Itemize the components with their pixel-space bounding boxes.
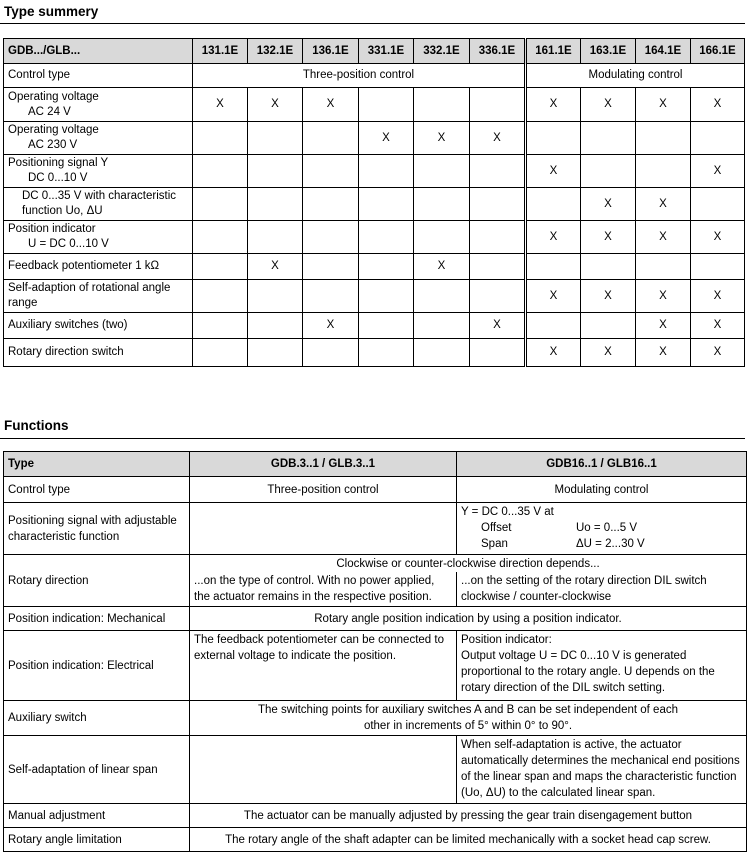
model-mark-cell — [193, 254, 248, 280]
model-mark-cell — [526, 188, 581, 221]
model-mark-cell — [526, 254, 581, 280]
model-mark-cell — [636, 122, 691, 155]
row-auxiliary — [4, 701, 747, 736]
span-key: Span — [481, 538, 508, 550]
model-mark-cell — [581, 313, 636, 339]
control-modulating: Modulating control — [526, 64, 745, 88]
summary-row-label — [4, 88, 193, 122]
model-mark-cell — [359, 221, 414, 254]
model-mark-cell: X — [691, 88, 745, 122]
row-label-line1: Operating voltage — [8, 124, 99, 136]
positioning-col2 — [457, 503, 747, 555]
model-mark-cell: X — [581, 221, 636, 254]
model-mark-cell — [359, 313, 414, 339]
model-mark-cell: X — [303, 88, 359, 122]
model-mark-cell: X — [636, 221, 691, 254]
row-control-type — [4, 477, 747, 503]
auxiliary-text: The switching points for auxiliary switches A and B can be set independent of each other in increments of 5° within 0° to 90°. — [190, 701, 747, 736]
row-label-line1: Operating voltage — [8, 90, 99, 103]
rotary-col2: ...on the setting of the rotary direction DIL switch clockwise / counter-clockwise — [457, 572, 747, 607]
functions-table — [3, 451, 747, 852]
control-type-col1: Three-position control — [190, 477, 457, 503]
row-label-line2: DC 0...10 V — [28, 172, 88, 184]
electrical-col2-title: Position indicator: — [461, 634, 552, 646]
model-mark-cell: X — [636, 88, 691, 122]
model-mark-cell: X — [636, 280, 691, 313]
summary-row-label — [4, 280, 193, 313]
model-mark-cell: X — [470, 313, 526, 339]
model-mark-cell — [470, 339, 526, 367]
rotary-col1: ...on the type of control. With no power applied, the actuator remains in the respective position. — [190, 572, 457, 607]
summary-rule — [0, 23, 745, 24]
manual-text: The actuator can be manually adjusted by pressing the gear train disengagement button — [190, 804, 747, 828]
model-mark-cell — [303, 280, 359, 313]
model-header: 132.1E — [248, 39, 303, 64]
model-mark-cell — [470, 155, 526, 188]
model-header: 166.1E — [691, 39, 745, 64]
model-mark-cell — [414, 155, 470, 188]
model-mark-cell: X — [636, 339, 691, 367]
model-mark-cell — [303, 221, 359, 254]
model-header: 164.1E — [636, 39, 691, 64]
row-label-line1: Position indicator — [8, 223, 96, 235]
model-mark-cell — [248, 313, 303, 339]
row-rotary-direction-top — [4, 555, 747, 573]
summary-row — [4, 254, 745, 280]
row-limitation — [4, 828, 747, 852]
summary-row-label — [4, 254, 193, 280]
model-header: 331.1E — [359, 39, 414, 64]
summary-row-label — [4, 313, 193, 339]
model-mark-cell — [193, 280, 248, 313]
model-mark-cell: X — [193, 88, 248, 122]
positioning-label: Positioning signal with adjustable characteristic function — [4, 503, 190, 555]
model-mark-cell — [248, 280, 303, 313]
summary-row-label — [4, 155, 193, 188]
electrical-col2-text: Output voltage U = DC 0...10 V is generated proportional to the rotary angle. U depends on the rotary direction of the DIL switch setting. — [461, 650, 715, 694]
summary-row — [4, 155, 745, 188]
model-mark-cell: X — [303, 313, 359, 339]
summary-row — [4, 88, 745, 122]
control-type-label: Control type — [4, 64, 193, 88]
model-mark-cell: X — [636, 313, 691, 339]
model-mark-cell: X — [581, 88, 636, 122]
row-label-line1: DC 0...35 V with characteristic — [22, 190, 177, 202]
positioning-line1: Y = DC 0...35 V at — [461, 506, 554, 518]
model-header: 336.1E — [470, 39, 526, 64]
row-label-line2: AC 230 V — [28, 139, 78, 151]
model-mark-cell — [193, 221, 248, 254]
functions-header-row — [4, 452, 747, 477]
model-mark-cell — [303, 122, 359, 155]
summary-row — [4, 313, 745, 339]
summary-row — [4, 188, 745, 221]
model-header: 131.1E — [193, 39, 248, 64]
row-label-line2: function Uo, ΔU — [22, 205, 103, 217]
offset-key: Offset — [481, 522, 512, 534]
model-header: 136.1E — [303, 39, 359, 64]
model-mark-cell — [359, 254, 414, 280]
model-mark-cell — [470, 280, 526, 313]
model-mark-cell — [193, 188, 248, 221]
model-mark-cell — [636, 254, 691, 280]
model-mark-cell — [193, 313, 248, 339]
model-mark-cell — [414, 339, 470, 367]
row-label-line1: Rotary direction switch — [8, 346, 124, 358]
model-mark-cell: X — [470, 122, 526, 155]
rotary-label: Rotary direction — [4, 555, 190, 607]
model-mark-cell — [414, 188, 470, 221]
manual-label: Manual adjustment — [4, 804, 190, 828]
model-mark-cell — [248, 221, 303, 254]
model-mark-cell — [248, 122, 303, 155]
positioning-col1 — [190, 503, 457, 555]
model-mark-cell: X — [581, 188, 636, 221]
model-mark-cell — [303, 254, 359, 280]
model-mark-cell — [414, 88, 470, 122]
model-header: 161.1E — [526, 39, 581, 64]
header-type: Type — [4, 452, 190, 477]
control-type-col2: Modulating control — [457, 477, 747, 503]
summary-control-type-row — [4, 64, 745, 88]
model-mark-cell — [193, 339, 248, 367]
model-mark-cell — [691, 254, 745, 280]
model-mark-cell: X — [691, 280, 745, 313]
model-mark-cell — [414, 313, 470, 339]
summary-row — [4, 339, 745, 367]
model-mark-cell: X — [581, 339, 636, 367]
model-mark-cell — [248, 339, 303, 367]
model-mark-cell: X — [526, 280, 581, 313]
header-col1: GDB.3..1 / GLB.3..1 — [190, 452, 457, 477]
model-mark-cell: X — [414, 122, 470, 155]
summary-title: Type summery — [4, 4, 99, 19]
summary-row — [4, 280, 745, 313]
electrical-col2 — [457, 631, 747, 701]
model-mark-cell — [581, 122, 636, 155]
model-mark-cell — [303, 339, 359, 367]
summary-row-label — [4, 339, 193, 367]
model-mark-cell: X — [526, 88, 581, 122]
model-mark-cell: X — [414, 254, 470, 280]
row-electrical — [4, 631, 747, 701]
model-mark-cell: X — [691, 221, 745, 254]
rotary-common: Clockwise or counter-clockwise direction depends... — [190, 555, 747, 573]
model-mark-cell — [470, 88, 526, 122]
model-mark-cell — [193, 122, 248, 155]
model-mark-cell — [359, 188, 414, 221]
control-three-position: Three-position control — [193, 64, 526, 88]
row-label-line2: U = DC 0...10 V — [28, 238, 109, 250]
model-mark-cell — [303, 155, 359, 188]
model-mark-cell — [303, 188, 359, 221]
model-mark-cell — [359, 339, 414, 367]
row-mechanical — [4, 607, 747, 631]
row-manual — [4, 804, 747, 828]
summary-header-label: GDB.../GLB... — [4, 39, 193, 64]
linear-label: Self-adaptation of linear span — [4, 736, 190, 804]
model-mark-cell: X — [526, 155, 581, 188]
model-mark-cell — [414, 280, 470, 313]
model-mark-cell — [526, 122, 581, 155]
model-mark-cell: X — [359, 122, 414, 155]
summary-row-label — [4, 188, 193, 221]
model-mark-cell — [470, 254, 526, 280]
model-mark-cell — [526, 313, 581, 339]
functions-rule — [0, 438, 745, 439]
summary-header-row — [4, 39, 745, 64]
header-col2: GDB16..1 / GLB16..1 — [457, 452, 747, 477]
offset-value: Uo = 0...5 V — [576, 522, 638, 534]
span-value: ΔU = 2...30 V — [576, 538, 645, 550]
row-label-line1: Auxiliary switches (two) — [8, 319, 128, 331]
model-mark-cell: X — [248, 254, 303, 280]
model-mark-cell — [359, 88, 414, 122]
mechanical-label: Position indication: Mechanical — [4, 607, 190, 631]
model-mark-cell — [636, 155, 691, 188]
limitation-text: The rotary angle of the shaft adapter can be limited mechanically with a socket head cap screw. — [190, 828, 747, 852]
mechanical-text: Rotary angle position indication by using a position indicator. — [190, 607, 747, 631]
summary-row — [4, 122, 745, 155]
model-mark-cell: X — [691, 339, 745, 367]
model-mark-cell — [359, 155, 414, 188]
model-mark-cell — [359, 280, 414, 313]
model-mark-cell — [470, 188, 526, 221]
limitation-label: Rotary angle limitation — [4, 828, 190, 852]
model-mark-cell: X — [526, 221, 581, 254]
model-mark-cell: X — [691, 313, 745, 339]
model-mark-cell — [581, 254, 636, 280]
model-mark-cell — [581, 155, 636, 188]
row-positioning-signal — [4, 503, 747, 555]
row-linear-span — [4, 736, 747, 804]
model-mark-cell: X — [691, 155, 745, 188]
linear-col2: When self-adaptation is active, the actuator automatically determines the mechanical end positions of the linear span and maps the characteristic function (Uo, ΔU) to the calculated linear span. — [457, 736, 747, 804]
type-summary-table — [3, 38, 745, 367]
model-mark-cell — [691, 122, 745, 155]
electrical-label: Position indication: Electrical — [4, 631, 190, 701]
model-header: 332.1E — [414, 39, 470, 64]
linear-col1 — [190, 736, 457, 804]
model-mark-cell — [414, 221, 470, 254]
functions-title: Functions — [4, 418, 69, 433]
model-mark-cell: X — [526, 339, 581, 367]
model-mark-cell — [193, 155, 248, 188]
row-label-line1: Self-adaption of rotational angle — [8, 282, 171, 294]
control-type-label: Control type — [4, 477, 190, 503]
model-mark-cell — [691, 188, 745, 221]
model-mark-cell: X — [581, 280, 636, 313]
model-mark-cell — [248, 188, 303, 221]
summary-row-label — [4, 221, 193, 254]
row-label-line2: range — [8, 297, 38, 309]
summary-row — [4, 221, 745, 254]
row-label-line1: Feedback potentiometer 1 kΩ — [8, 260, 160, 272]
summary-row-label — [4, 122, 193, 155]
model-mark-cell — [248, 155, 303, 188]
model-header: 163.1E — [581, 39, 636, 64]
model-mark-cell: X — [248, 88, 303, 122]
row-label-line1: Positioning signal Y — [8, 157, 109, 169]
auxiliary-label: Auxiliary switch — [4, 701, 190, 736]
electrical-col1: The feedback potentiometer can be connected to external voltage to indicate the position. — [190, 631, 457, 701]
model-mark-cell — [470, 221, 526, 254]
model-mark-cell: X — [636, 188, 691, 221]
row-label-line2: AC 24 V — [28, 105, 71, 118]
